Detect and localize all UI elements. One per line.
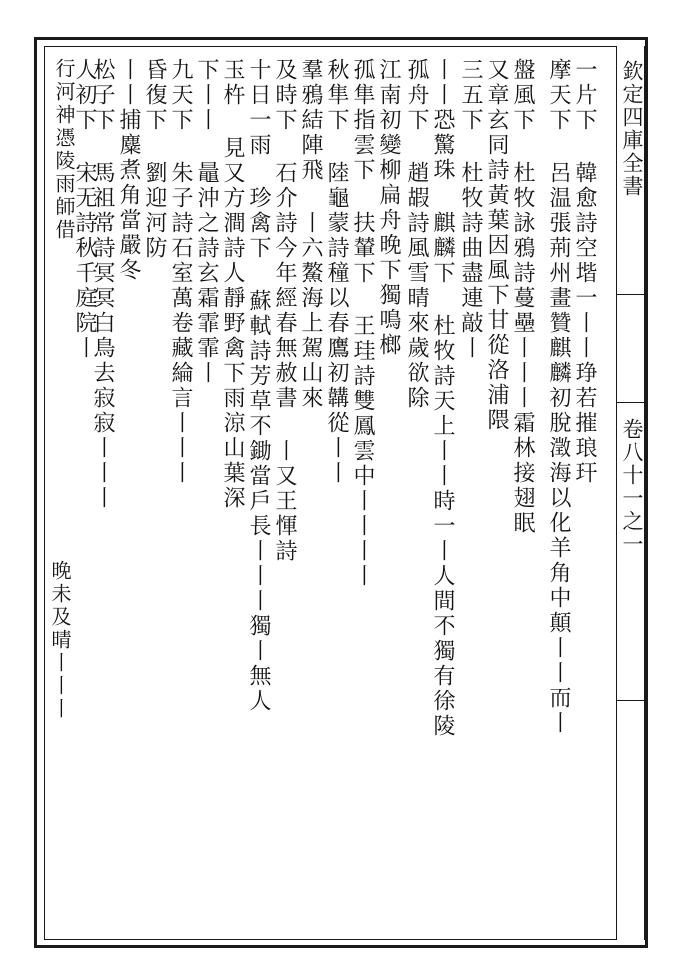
text-column: 昏復下 劉迎河防 <box>142 58 167 261</box>
text-column: 玉杵 見又方澗詩人靜野禽下雨涼山葉深 <box>220 58 245 511</box>
text-column: 江南初變柳扁舟晚下獨鳴榔 <box>376 58 401 358</box>
text-column: 及時下 石介詩今年經春無赦書 丨又王惲詩 <box>272 58 297 564</box>
text-column: 又章玄同詩黃葉因風下甘從洛浦隈 <box>484 58 509 433</box>
text-column: 三五下 杜牧詩曲盡連敲丨 <box>458 58 483 361</box>
text-column: 摩天下 呂温張荊州畫贊麒麟初脫澂海以化羊角中顛丨丨而丨 <box>546 58 571 736</box>
text-column: 孤隼指雲下 扶輦下 王珪詩雙鳳雲中丨丨丨丨 <box>350 58 375 589</box>
text-column: 晚未及晴丨丨丨 <box>48 560 72 721</box>
text-column: 丨丨捕麋煮角當嚴冬 <box>116 58 141 283</box>
text-column: 盤風下 杜牧詠鴉詩蔓壘丨丨丨霜林接翅眠 <box>510 58 535 536</box>
text-column: 秋隼下 陸龜蒙詩穜以春鷹初韝從丨丨 <box>324 58 349 486</box>
margin-rule <box>617 402 645 403</box>
margin-book-title: 欽定四庫全書 <box>620 60 644 198</box>
margin-rule <box>617 700 645 701</box>
text-column: 十日一雨 珍禽下 蘇軾詩芳草不鋤當戶長丨丨丨獨丨無人 <box>246 58 271 714</box>
text-column: 行河神憑陵雨師借 <box>52 58 76 242</box>
text-column: 九天下 朱子詩石室萬卷藏綸言丨丨丨 <box>168 58 193 486</box>
text-column: 松子下 馬祖常詩冥冥白鳥去寂寂丨丨丨 <box>90 58 115 511</box>
text-column: 羣鴉結陣飛 丨六鰲海上駕山來 <box>298 58 323 411</box>
text-column: 丨丨恐驚珠 麒麟下 杜牧詩天上丨丨時一丨人間不獨有徐陵 <box>430 58 455 739</box>
text-column: 孤舟下 趙嘏詩風雪晴來歲欲除 <box>404 58 429 411</box>
text-column: 下丨丨 鼂沖之詩玄霜霏霏丨 <box>194 58 219 386</box>
margin-rule <box>617 294 645 295</box>
text-column: 一片下 韓愈詩空堦一丨丨琤若摧琅玕 <box>572 58 597 486</box>
margin-volume: 卷八十一之一 <box>620 418 644 556</box>
text-column: 人初下 宋无詩秋千庭院丨 <box>72 58 97 361</box>
